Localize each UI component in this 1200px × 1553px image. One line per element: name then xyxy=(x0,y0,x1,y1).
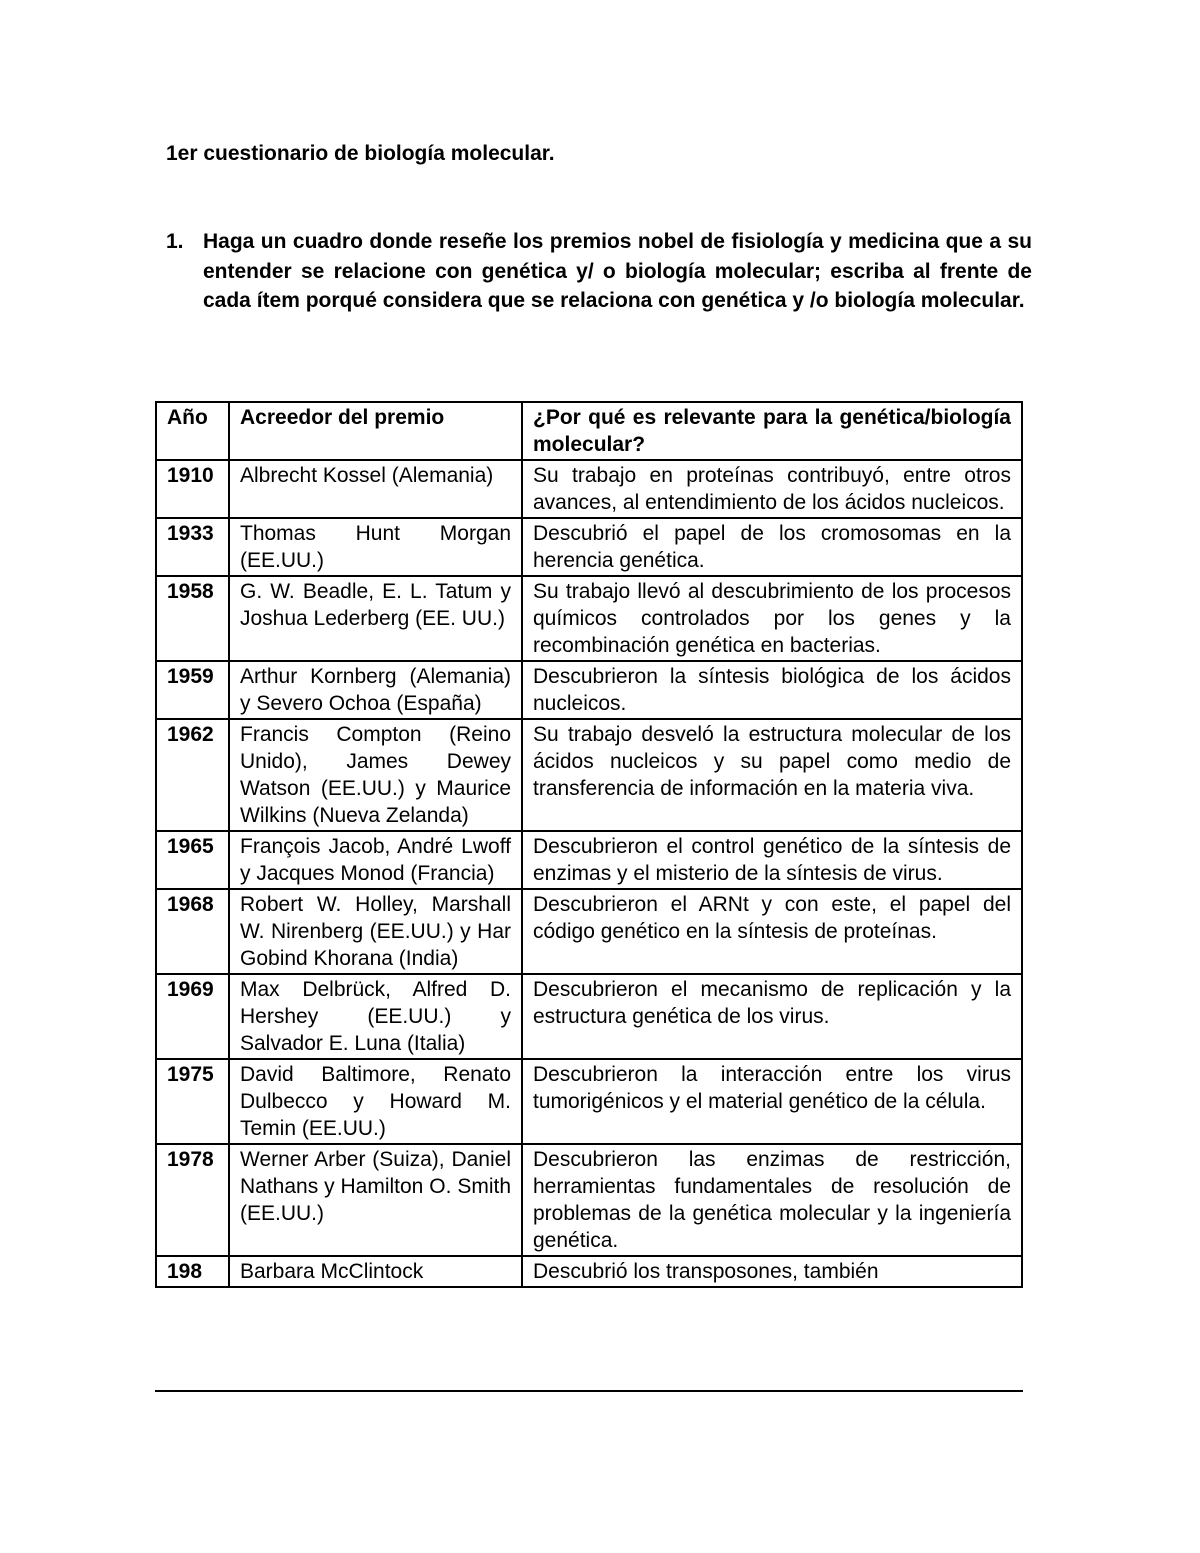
row-reason: Su trabajo llevó al descubrimiento de los procesos químicos controlados por los genes y la recombinación genética en bacterias. xyxy=(522,576,1022,661)
table-header-row xyxy=(156,402,1022,460)
table-row xyxy=(156,1256,1022,1287)
row-winner: Max Delbrück, Alfred D. Hershey (EE.UU.) y Salvador E. Luna (Italia) xyxy=(229,974,522,1059)
row-winner: Robert W. Holley, Marshall W. Nirenberg (EE.UU.) y Har Gobind Khorana (India) xyxy=(229,889,522,974)
table-row xyxy=(156,661,1022,719)
row-year: 1958 xyxy=(156,576,229,661)
row-winner: Albrecht Kossel (Alemania) xyxy=(229,460,522,518)
nobel-table-container xyxy=(155,401,1023,1392)
row-winner: Francis Compton (Reino Unido), James Dewey Watson (EE.UU.) y Maurice Wilkins (Nueva Zelanda) xyxy=(229,719,522,831)
row-year: 1968 xyxy=(156,889,229,974)
row-reason: Su trabajo en proteínas contribuyó, entre otros avances, al entendimiento de los ácidos nucleicos. xyxy=(522,460,1022,518)
row-year: 1965 xyxy=(156,831,229,889)
header-reason: ¿Por qué es relevante para la genética/biología molecular? xyxy=(522,402,1022,460)
row-winner: François Jacob, André Lwoff y Jacques Monod (Francia) xyxy=(229,831,522,889)
row-reason: Descubrieron las enzimas de restricción, herramientas fundamentales de resolución de problemas de la genética molecular y la ingeniería genética. xyxy=(522,1144,1022,1256)
row-year: 198 xyxy=(156,1256,229,1287)
table-row xyxy=(156,518,1022,576)
table-row xyxy=(156,831,1022,889)
table-row xyxy=(156,576,1022,661)
row-year: 1910 xyxy=(156,460,229,518)
table-row xyxy=(156,974,1022,1059)
row-reason: Descubrieron el ARNt y con este, el papel del código genético en la síntesis de proteínas. xyxy=(522,889,1022,974)
row-winner: G. W. Beadle, E. L. Tatum y Joshua Lederberg (EE. UU.) xyxy=(229,576,522,661)
question-1 xyxy=(166,227,1032,316)
question-number: 1. xyxy=(166,230,184,253)
row-year: 1975 xyxy=(156,1059,229,1144)
row-reason: Su trabajo desveló la estructura molecular de los ácidos nucleicos y su papel como medio de transferencia de información en la materia viva. xyxy=(522,719,1022,831)
row-year: 1978 xyxy=(156,1144,229,1256)
row-reason: Descubrió el papel de los cromosomas en la herencia genética. xyxy=(522,518,1022,576)
header-year: Año xyxy=(156,402,229,460)
question-text: Haga un cuadro donde reseñe los premios nobel de fisiología y medicina que a su entender se relacione con genética y/ o biología molecular; escriba al frente de cada ítem porqué considera que se relaciona con genética y /o biología molecular. xyxy=(203,230,1032,312)
row-year: 1959 xyxy=(156,661,229,719)
row-reason: Descubrieron el control genético de la síntesis de enzimas y el misterio de la síntesis de virus. xyxy=(522,831,1022,889)
row-winner: Arthur Kornberg (Alemania) y Severo Ochoa (España) xyxy=(229,661,522,719)
row-reason: Descubrieron la síntesis biológica de los ácidos nucleicos. xyxy=(522,661,1022,719)
row-reason: Descubrió los transposones, también xyxy=(522,1256,1022,1287)
table-row xyxy=(156,460,1022,518)
table-row xyxy=(156,719,1022,831)
table-row xyxy=(156,1144,1022,1256)
header-winner: Acreedor del premio xyxy=(229,402,522,460)
row-winner: Thomas Hunt Morgan (EE.UU.) xyxy=(229,518,522,576)
nobel-prize-table xyxy=(155,401,1023,1288)
row-year: 1962 xyxy=(156,719,229,831)
table-row xyxy=(156,1059,1022,1144)
page-title: 1er cuestionario de biología molecular. xyxy=(166,142,555,165)
row-winner: Barbara McClintock xyxy=(229,1256,522,1287)
row-winner: Werner Arber (Suiza), Daniel Nathans y Hamilton O. Smith (EE.UU.) xyxy=(229,1144,522,1256)
row-winner: David Baltimore, Renato Dulbecco y Howard M. Temin (EE.UU.) xyxy=(229,1059,522,1144)
table-row xyxy=(156,889,1022,974)
row-reason: Descubrieron el mecanismo de replicación y la estructura genética de los virus. xyxy=(522,974,1022,1059)
row-reason: Descubrieron la interacción entre los virus tumorigénicos y el material genético de la célula. xyxy=(522,1059,1022,1144)
row-year: 1933 xyxy=(156,518,229,576)
row-year: 1969 xyxy=(156,974,229,1059)
